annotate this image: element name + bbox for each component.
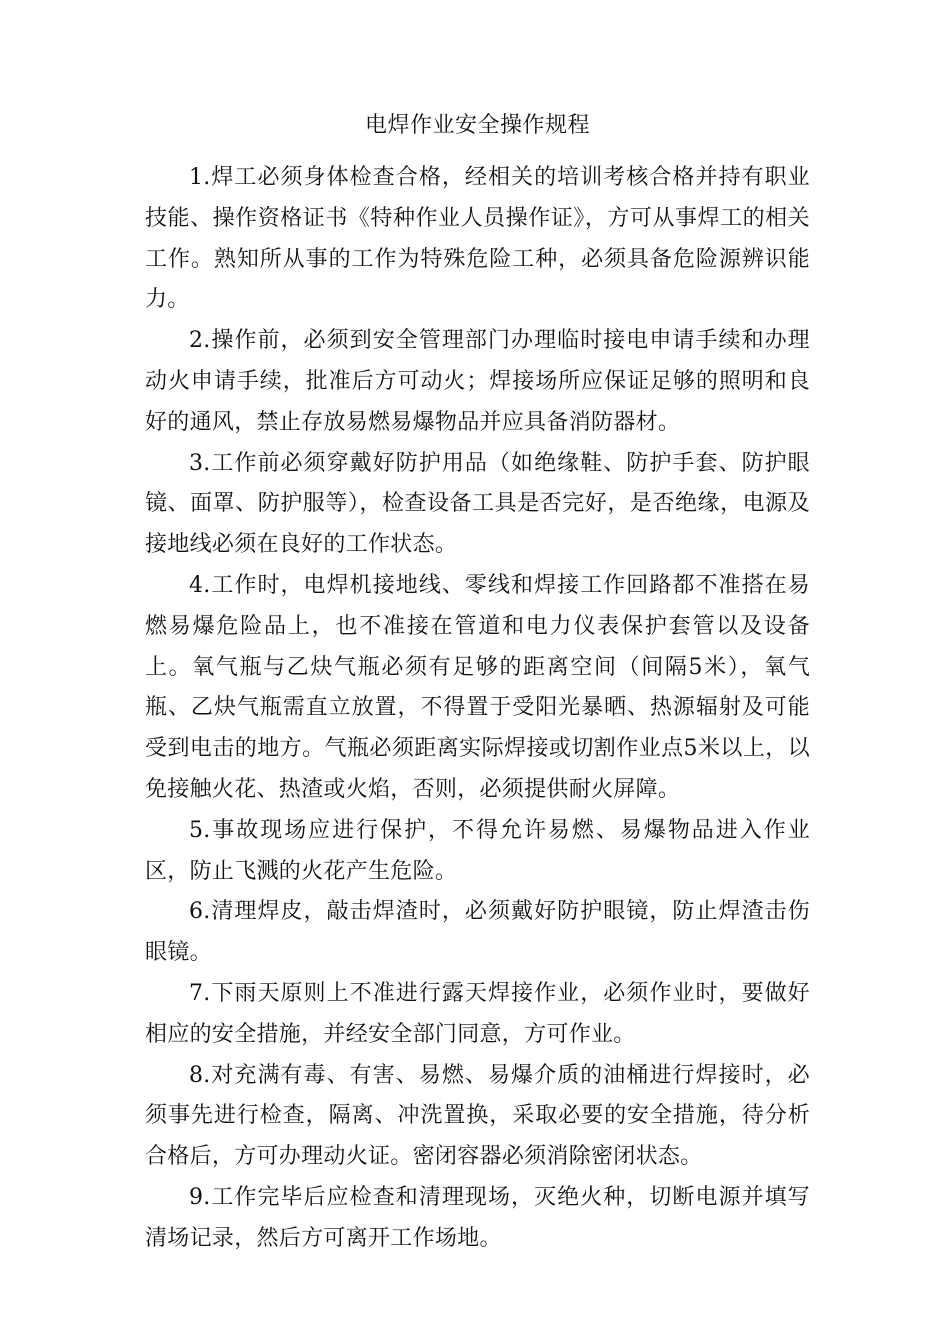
paragraph-4: 4.工作时，电焊机接地线、零线和焊接工作回路都不准搭在易燃易爆危险品上，也不准接在管道和电力仪表保护套管以及设备上。氧气瓶与乙炔气瓶必须有足够的距离空间（间隔5米），氧气瓶、乙炔气瓶需直立放置，不得置于受阳光暴晒、热源辐射及可能受到电击的地方。气瓶必须距离实际焊接或切割作业点5米以上，以免接触火花、热渣或火焰，否则，必须提供耐火屏障。 [145,572,810,802]
document-title: 电焊作业安全操作规程 [364,113,590,138]
document-page [145,106,810,1260]
paragraph-5: 5.事故现场应进行保护，不得允许易燃、易爆物品进入作业区，防止飞溅的火花产生危险。 [145,817,810,884]
paragraph-6: 6.清理焊皮，敲击焊渣时，必须戴好防护眼镜，防止焊渣击伤眼镜。 [145,899,810,966]
paragraph-8: 8.对充满有毒、有害、易燃、易爆介质的油桶进行焊接时，必须事先进行检查，隔离、冲洗置换，采取必要的安全措施，待分析合格后，方可办理动火证。密闭容器必须消除密闭状态。 [145,1062,810,1170]
paragraph-7: 7.下雨天原则上不准进行露天焊接作业，必须作业时，要做好相应的安全措施，并经安全部门同意，方可作业。 [145,980,810,1047]
paragraph-9: 9.工作完毕后应检查和清理现场，灭绝火种，切断电源并填写清场记录，然后方可离开工作场地。 [145,1184,810,1251]
paragraph-2: 2.操作前，必须到安全管理部门办理临时接电申请手续和办理动火申请手续，批准后方可动火；焊接场所应保证足够的照明和良好的通风，禁止存放易燃易爆物品并应具备消防器材。 [145,328,810,435]
paragraph-3: 3.工作前必须穿戴好防护用品（如绝缘鞋、防护手套、防护眼镜、面罩、防护服等），检查设备工具是否完好，是否绝缘，电源及接地线必须在良好的工作状态。 [145,450,810,558]
paragraph-1: 1.焊工必须身体检查合格，经相关的培训考核合格并持有职业技能、操作资格证书《特种作业人员操作证》，方可从事焊工的相关工作。熟知所从事的工作为特殊危险工种，必须具备危险源辨识能力。 [145,165,810,313]
